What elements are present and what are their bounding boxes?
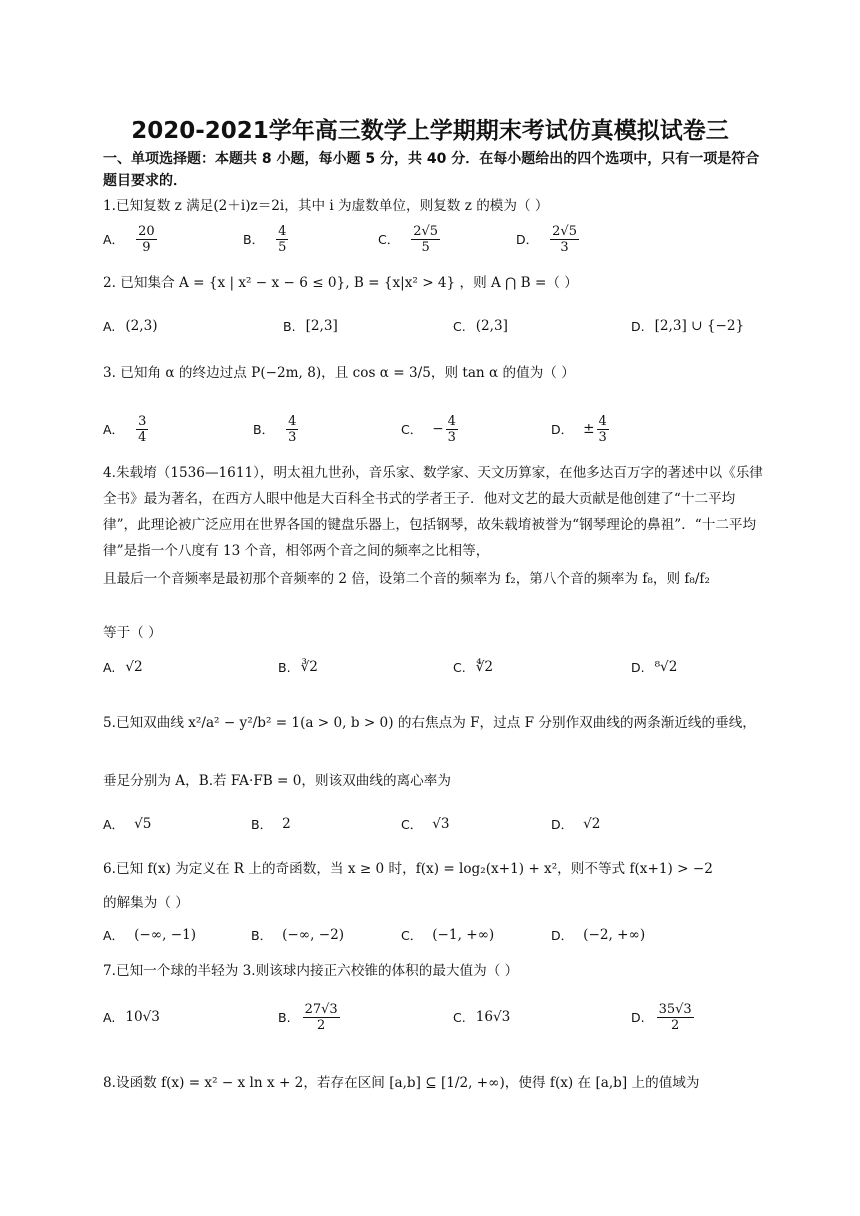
question-1-options	[103, 222, 763, 256]
question-5-stem: 5.已知双曲线 x²/a² − y²/b² = 1(a > 0, b > 0) 的右焦点为 F，过点 F 分别作双曲线的两条渐近线的垂线，	[103, 715, 756, 731]
option-b[interactable]: B． 2	[251, 816, 291, 832]
option-c[interactable]: C． − $\frac{4}{3}$	[401, 413, 456, 445]
question-8-stem: 8.设函数 f(x) = x² − x ln x + 2，若存在区间 [a,b] ⊆ [1/2, +∞)，使得 f(x) 在 [a,b] 上的值域为	[103, 1075, 700, 1091]
fraction: $\frac{35√3}{2}$	[658, 1001, 692, 1033]
option-d[interactable]: D． √2	[551, 816, 601, 832]
question-7-stem: 7.已知一个球的半轻为 3.则该球内接正六校锥的体积的最大值为（ ）	[103, 963, 519, 979]
option-a[interactable]: A. √2	[103, 659, 143, 675]
question-3-stem: 3. 已知角 α 的终边过点 P(−2m, 8)，且 cos α = 3/5，则 tan α 的值为（ ）	[103, 365, 575, 381]
option-d[interactable]: D． (−2, +∞)	[551, 927, 646, 943]
question-2-stem: 2. 已知集合 A = {x | x² − x − 6 ≤ 0}, B = {x|x² > 4} ，则 A ⋂ B =（ ）	[103, 275, 578, 291]
question-4-stem-2: 且最后一个音频率是最初那个音频率的 2 倍，设第二个音的频率为 f₂，第八个音的频率为 f₈，则 f₈/f₂	[103, 571, 710, 587]
option-d[interactable]: D． $\frac{2√5}{3}$	[516, 223, 577, 255]
option-a[interactable]: A. 10√3	[103, 1009, 160, 1025]
option-a[interactable]: A． √5	[103, 816, 152, 832]
question-5-options	[103, 807, 763, 841]
option-c[interactable]: C. 16√3	[453, 1009, 511, 1025]
question-5-stem-2: 垂足分别为 A，B.若 FA·FB = 0，则该双曲线的离心率为	[103, 773, 451, 789]
fraction: $\frac{4}{5}$	[278, 223, 287, 255]
option-a[interactable]: A． (−∞, −1)	[103, 927, 197, 943]
question-4-stem-3: 等于（ ）	[103, 625, 162, 641]
fraction: $\frac{2√5}{3}$	[552, 223, 577, 255]
option-b[interactable]: B． $\frac{4}{3}$	[253, 413, 297, 445]
option-b[interactable]: B. [2,3]	[283, 318, 338, 334]
question-7-options	[103, 1000, 763, 1034]
fraction: $\frac{4}{3}$	[288, 413, 297, 445]
fraction: $\frac{3}{4}$	[138, 413, 147, 445]
question-2-options	[103, 309, 763, 343]
option-a[interactable]: A. (2,3)	[103, 318, 158, 334]
option-b[interactable]: B． $\frac{4}{5}$	[243, 223, 287, 255]
option-c[interactable]: C． (−1, +∞)	[401, 927, 495, 943]
fraction: $\frac{20}{9}$	[138, 223, 155, 255]
option-c[interactable]: C． √3	[401, 816, 450, 832]
question-6-options	[103, 918, 763, 952]
question-6-stem-2: 的解集为（ ）	[103, 895, 189, 911]
fraction: $\frac{4}{3}$	[447, 413, 456, 445]
option-b[interactable]: B． (−∞, −2)	[251, 927, 345, 943]
option-d[interactable]: D. $\frac{35√3}{2}$	[631, 1001, 692, 1033]
option-a[interactable]: A． $\frac{20}{9}$	[103, 223, 155, 255]
question-6-stem: 6.已知 f(x) 为定义在 R 上的奇函数，当 x ≥ 0 时，f(x) = log₂(x+1) + x²，则不等式 f(x+1) > −2	[103, 861, 713, 877]
option-c[interactable]: C． $\frac{2√5}{5}$	[378, 223, 439, 255]
option-b[interactable]: B. ∛2	[278, 659, 318, 675]
fraction: $\frac{2√5}{5}$	[413, 223, 439, 255]
option-d[interactable]: D． ± $\frac{4}{3}$	[551, 413, 607, 445]
option-b[interactable]: B. $\frac{27√3}{2}$	[278, 1001, 338, 1033]
section-heading: 一、单项选择题：本题共 8 小题，每小题 5 分，共 40 分．在每小题给出的四个选项中，只有一项是符合题目要求的．	[103, 151, 760, 189]
option-a[interactable]: A． $\frac{3}{4}$	[103, 413, 147, 445]
question-1-stem: 1.已知复数 z 满足(2＋i)z＝2i，其中 i 为虚数单位，则复数 z 的模为（ ）	[103, 198, 549, 214]
question-4-options	[103, 650, 763, 684]
option-c[interactable]: C. ∜2	[453, 659, 494, 675]
question-4-stem: 4.朱载堉（1536—1611），明太祖九世孙，音乐家、数学家、天文历算家，在他多达百万字的著述中以《乐律全书》最为著名，在西方人眼中他是大百科全书式的学者王子．他对文艺的最大贡献是他创建了“十二平均律”，此理论被广泛应用在世界各国的键盘乐器上，包括钢琴，故朱载堉被誉为“钢琴理论的鼻祖”．“十二平均律”是指一个八度有 13 个音，相邻两个音之间的频率之比相等，	[103, 465, 763, 559]
option-c[interactable]: C. (2,3]	[453, 318, 508, 334]
option-d[interactable]: D. ⁸√2	[631, 659, 678, 675]
page-title: 2020-2021学年高三数学上学期期末考试仿真模拟试卷三	[131, 118, 729, 144]
question-3-options	[103, 412, 763, 446]
fraction: $\frac{27√3}{2}$	[304, 1001, 338, 1033]
fraction: $\frac{4}{3}$	[598, 413, 607, 445]
option-d[interactable]: D. [2,3] ∪ {−2}	[631, 318, 745, 334]
